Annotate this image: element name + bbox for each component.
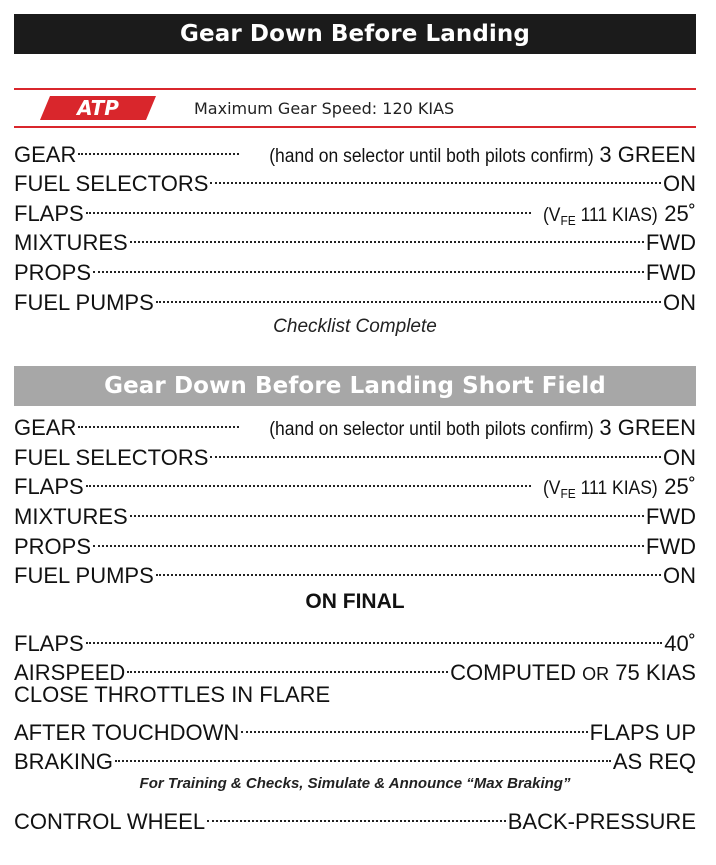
row-value: ON bbox=[663, 289, 696, 315]
section1-items bbox=[14, 132, 696, 315]
dot-leader bbox=[93, 250, 644, 280]
row-item: FUEL SELECTORS bbox=[14, 444, 209, 470]
dot-leader bbox=[86, 191, 532, 221]
row-item: BRAKING bbox=[14, 749, 114, 775]
row-item: FLAPS bbox=[14, 474, 84, 500]
row-item: FUEL PUMPS bbox=[14, 289, 154, 315]
brand-strip bbox=[14, 88, 696, 128]
row-item: GEAR bbox=[14, 415, 77, 441]
row-value: FLAPS UP bbox=[589, 719, 696, 745]
dot-leader bbox=[127, 651, 448, 681]
row-note: ($V_{FE}$ 111 KIAS) bbox=[543, 204, 659, 228]
dot-leader bbox=[130, 221, 644, 251]
row-item: MIXTURES bbox=[14, 230, 128, 256]
checklist-row-flaps bbox=[14, 191, 696, 228]
on-final-items bbox=[14, 621, 696, 775]
checklist-row-mixtures bbox=[14, 494, 696, 529]
dot-leader bbox=[156, 280, 661, 310]
checklist-row-gear bbox=[14, 406, 696, 441]
checklist-complete: Checklist Complete bbox=[273, 315, 437, 337]
training-note: For Training & Checks, Simulate & Announce “Max Braking” bbox=[139, 775, 571, 793]
dot-leader bbox=[78, 406, 238, 436]
row-item: CONTROL WHEEL bbox=[14, 808, 206, 834]
section-title-short-field bbox=[14, 366, 696, 406]
dot-leader bbox=[207, 799, 506, 829]
checklist-row-fuel-selectors bbox=[14, 435, 696, 470]
row-item: AFTER TOUCHDOWN bbox=[14, 719, 240, 745]
row-value-text: 3 GREEN bbox=[599, 141, 696, 167]
dot-leader bbox=[210, 162, 661, 192]
dot-leader bbox=[130, 494, 644, 524]
row-value: ON bbox=[663, 171, 696, 197]
checklist-row-final-flaps bbox=[14, 621, 696, 656]
row-value: FWD bbox=[645, 230, 696, 256]
row-value: FWD bbox=[645, 259, 696, 285]
atp-logo-text: ATP bbox=[77, 96, 119, 120]
row-value: AS REQ bbox=[612, 749, 696, 775]
row-item: AIRSPEED bbox=[14, 660, 126, 686]
row-item: FLAPS bbox=[14, 630, 84, 656]
row-item: GEAR bbox=[14, 141, 77, 167]
row-value: ON bbox=[663, 563, 696, 589]
dot-leader bbox=[86, 621, 663, 651]
row-note: (hand on selector until both pilots confirm) bbox=[268, 419, 594, 441]
row-value: COMPUTED OR 75 KIAS bbox=[450, 660, 696, 686]
row-note: (hand on selector until both pilots confirm) bbox=[268, 145, 594, 167]
row-item: PROPS bbox=[14, 259, 92, 285]
checklist-row-fuel-pumps bbox=[14, 280, 696, 315]
dot-leader bbox=[210, 435, 661, 465]
checklist-row-flaps bbox=[14, 465, 696, 502]
final-items bbox=[14, 799, 696, 834]
dot-leader bbox=[86, 465, 532, 495]
checklist-row-after-touchdown bbox=[14, 710, 696, 745]
atp-logo bbox=[40, 96, 156, 120]
row-item: FLAPS bbox=[14, 200, 84, 226]
row-note: ($V_{FE}$ 111 KIAS) bbox=[543, 478, 659, 502]
row-value: FWD bbox=[645, 503, 696, 529]
dot-leader bbox=[156, 554, 661, 584]
row-item: FUEL SELECTORS bbox=[14, 171, 209, 197]
checklist-row-airspeed bbox=[14, 651, 696, 686]
checklist-row-braking bbox=[14, 740, 696, 775]
checklist-page bbox=[14, 14, 696, 834]
section-title-text: Gear Down Before Landing Short Field bbox=[104, 372, 606, 399]
max-gear-speed: Maximum Gear Speed: 120 KIAS bbox=[194, 98, 455, 118]
dot-leader bbox=[93, 524, 644, 554]
row-item: CLOSE THROTTLES IN FLARE bbox=[14, 682, 331, 708]
row-item: PROPS bbox=[14, 533, 92, 559]
checklist-row-gear bbox=[14, 132, 696, 167]
on-final-heading: ON FINAL bbox=[305, 590, 405, 614]
checklist-row-control-wheel bbox=[14, 799, 696, 834]
section-gap bbox=[14, 342, 696, 366]
row-item: MIXTURES bbox=[14, 503, 128, 529]
row-value-text: 25˚ bbox=[664, 200, 696, 226]
section-title-text: Gear Down Before Landing bbox=[180, 21, 530, 47]
section-title-gear-down bbox=[14, 14, 696, 54]
dot-leader bbox=[78, 132, 238, 162]
checklist-row-fuel-selectors bbox=[14, 162, 696, 197]
checklist-row-props bbox=[14, 524, 696, 559]
row-item: FUEL PUMPS bbox=[14, 563, 154, 589]
row-value: ON bbox=[663, 444, 696, 470]
row-value: 40˚ bbox=[664, 630, 696, 656]
dot-leader bbox=[241, 710, 587, 740]
checklist-row-mixtures bbox=[14, 221, 696, 256]
atp-logo-icon bbox=[40, 96, 156, 120]
checklist-row-props bbox=[14, 250, 696, 285]
row-value: FWD bbox=[645, 533, 696, 559]
row-value-text: 3 GREEN bbox=[599, 415, 696, 441]
dot-leader bbox=[115, 740, 611, 770]
row-value: BACK-PRESSURE bbox=[507, 808, 696, 834]
section2-items bbox=[14, 406, 696, 589]
row-value-text: 25˚ bbox=[664, 474, 696, 500]
checklist-row-fuel-pumps bbox=[14, 554, 696, 589]
